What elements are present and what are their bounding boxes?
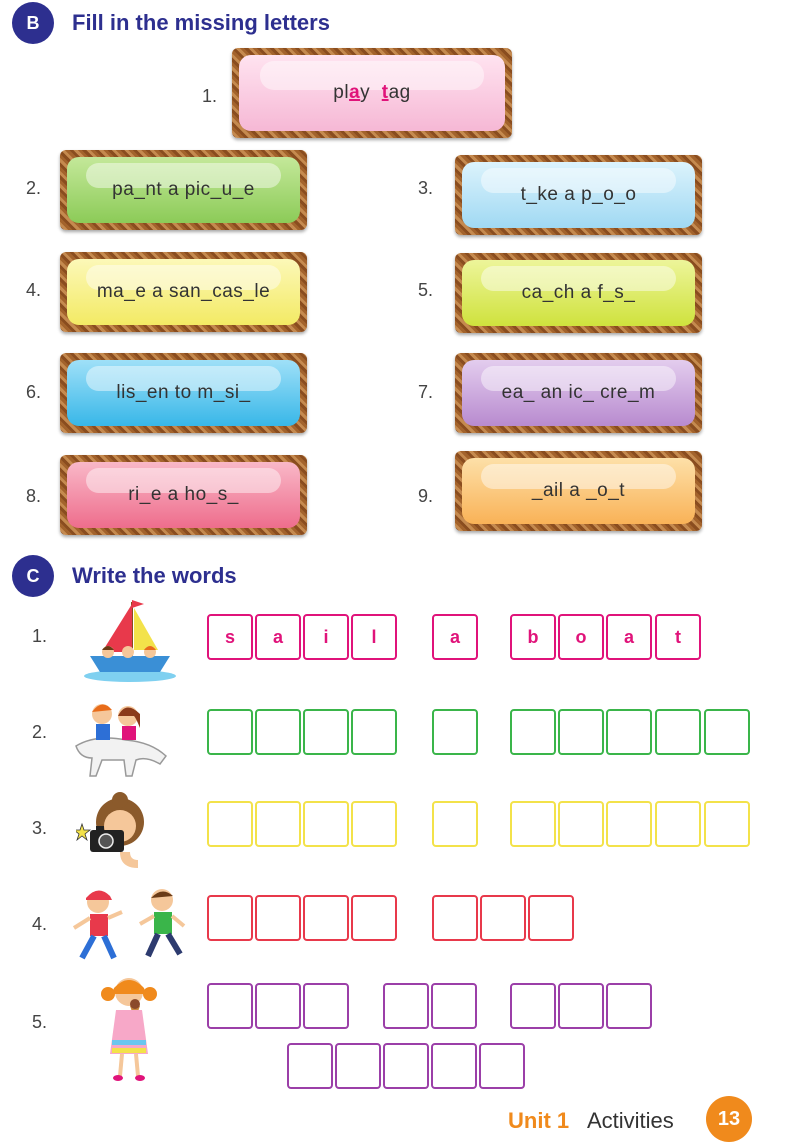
letter-box[interactable]: a [255, 614, 301, 660]
photo-taking-picture [76, 790, 156, 870]
letter-box[interactable] [510, 983, 556, 1029]
plaque-4 [60, 252, 307, 332]
letter-box[interactable] [351, 801, 397, 847]
plaque-text: _ail a _o_t [531, 480, 626, 501]
plaque-text: t_ke a p_o_o [520, 184, 637, 205]
letter-box[interactable] [655, 709, 701, 755]
letter-box[interactable]: l [351, 614, 397, 660]
item-number: 6. [26, 382, 42, 402]
plaque-text: pa_nt a pic_u_e [112, 179, 255, 200]
letter-box[interactable] [606, 983, 652, 1029]
letter-box[interactable] [528, 895, 574, 941]
example-text: play tag [333, 82, 411, 103]
letter-box[interactable] [432, 709, 478, 755]
plaque-7 [455, 353, 702, 433]
item-number: 7. [418, 382, 434, 402]
letter-box[interactable] [480, 895, 526, 941]
letter-box[interactable] [432, 895, 478, 941]
letter-box[interactable]: a [606, 614, 652, 660]
horse-riding-picture [66, 694, 176, 780]
item-number: 8. [26, 486, 42, 506]
plaque-text: ca_ch a f_s_ [521, 282, 636, 303]
letter-box[interactable]: a [432, 614, 478, 660]
letter-box[interactable] [255, 801, 301, 847]
sailboat-picture [80, 594, 180, 684]
row-number: 5. [32, 1012, 48, 1032]
letter-box[interactable]: i [303, 614, 349, 660]
letter-box[interactable] [431, 983, 477, 1029]
row-number: 3. [32, 818, 48, 838]
letter-box[interactable] [432, 801, 478, 847]
item-number: 3. [418, 178, 434, 198]
letter-box[interactable] [558, 983, 604, 1029]
letter-box[interactable] [606, 709, 652, 755]
ice-cream-girl-picture [94, 970, 164, 1084]
footer-activities: Activities [587, 1108, 674, 1133]
letter-box[interactable] [606, 801, 652, 847]
letter-box[interactable] [207, 801, 253, 847]
letter-box[interactable] [510, 709, 556, 755]
letter-box[interactable] [479, 1043, 525, 1089]
item-number: 4. [26, 280, 42, 300]
section-c-badge: C [12, 555, 54, 597]
section-c-title: Write the words [72, 563, 237, 588]
plaque-text: ma_e a san_cas_le [96, 281, 271, 302]
letter-box[interactable] [207, 709, 253, 755]
letter-box[interactable]: o [558, 614, 604, 660]
letter-box[interactable] [351, 895, 397, 941]
letter-box[interactable] [431, 1043, 477, 1089]
letter-box[interactable] [335, 1043, 381, 1089]
plaque-5 [455, 253, 702, 333]
row-number: 2. [32, 722, 48, 742]
letter-box[interactable] [303, 709, 349, 755]
plaque-6 [60, 353, 307, 433]
letter-box[interactable] [207, 895, 253, 941]
letter-box[interactable] [383, 983, 429, 1029]
letter-box[interactable] [287, 1043, 333, 1089]
playing-tag-picture [68, 884, 192, 968]
section-b-title: Fill in the missing letters [72, 10, 330, 35]
section-b-badge: B [12, 2, 54, 44]
plaque-9 [455, 451, 702, 531]
letter-box[interactable] [255, 709, 301, 755]
letter-box[interactable] [255, 983, 301, 1029]
letter-box[interactable] [351, 709, 397, 755]
plaque-2 [60, 150, 307, 230]
plaque-text: ea_ an ic_ cre_m [501, 382, 656, 403]
letter-box[interactable] [655, 801, 701, 847]
plaque-text: ri_e a ho_s_ [128, 484, 239, 505]
footer-unit: Unit 1 [508, 1108, 570, 1133]
item-number: 2. [26, 178, 42, 198]
item-number: 1. [202, 86, 218, 106]
letter-box[interactable]: t [655, 614, 701, 660]
letter-box[interactable] [303, 801, 349, 847]
letter-box[interactable] [558, 801, 604, 847]
row-number: 1. [32, 626, 48, 646]
letter-box[interactable] [255, 895, 301, 941]
letter-box[interactable] [704, 801, 750, 847]
plaque-text: lis_en to m_si_ [116, 382, 251, 403]
letter-box[interactable]: s [207, 614, 253, 660]
letter-box[interactable] [383, 1043, 429, 1089]
plaque-3 [455, 155, 702, 235]
plaque-8 [60, 455, 307, 535]
letter-box[interactable] [510, 801, 556, 847]
row-number: 4. [32, 914, 48, 934]
letter-box[interactable] [303, 895, 349, 941]
example-plaque [232, 48, 512, 138]
letter-box[interactable] [558, 709, 604, 755]
letter-box[interactable]: b [510, 614, 556, 660]
letter-box[interactable] [303, 983, 349, 1029]
letter-box[interactable] [704, 709, 750, 755]
letter-box[interactable] [207, 983, 253, 1029]
item-number: 5. [418, 280, 434, 300]
item-number: 9. [418, 486, 434, 506]
page-number: 13 [706, 1096, 752, 1142]
